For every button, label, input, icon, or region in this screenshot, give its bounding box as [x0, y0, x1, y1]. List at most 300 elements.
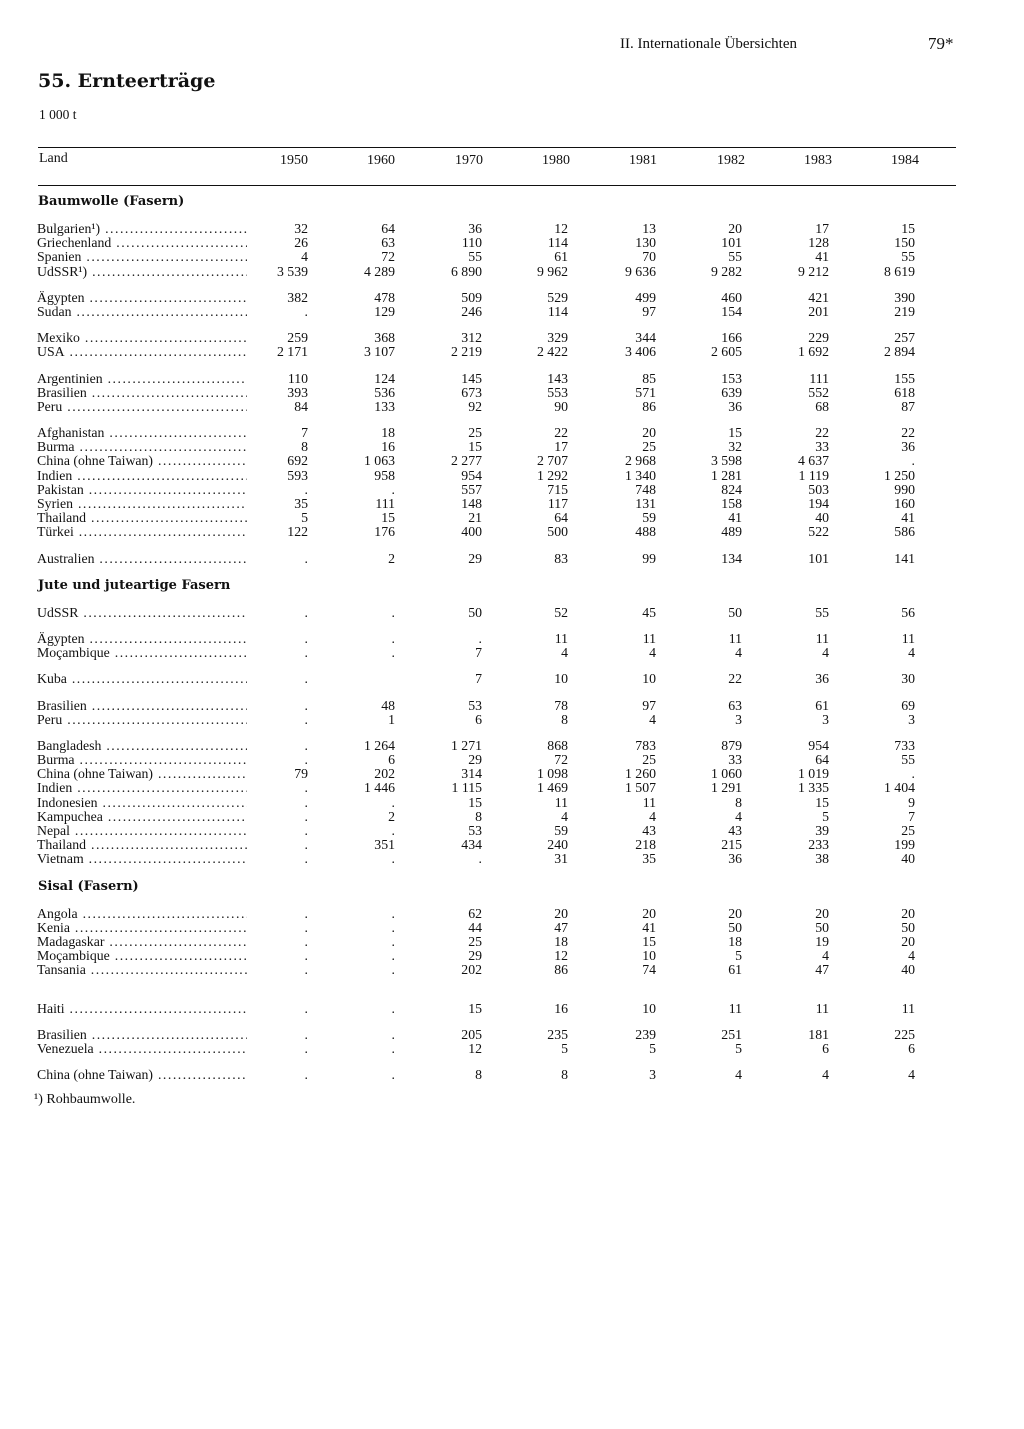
country-name: Thailand ..... — [37, 511, 247, 525]
value-cell: 72 — [554, 752, 568, 768]
value-cell: 25 — [901, 823, 915, 838]
value-cell: 59 — [642, 510, 656, 526]
value-cell: 145 — [461, 370, 482, 386]
value-cell: . — [911, 453, 915, 469]
value-cell: 74 — [642, 962, 656, 978]
value-cell: 4 — [908, 1067, 915, 1083]
value-cell: 618 — [894, 384, 915, 400]
value-cell: 35 — [294, 496, 308, 511]
value-cell: . — [304, 645, 308, 661]
section-heading: Sisal (Fasern) — [38, 878, 139, 894]
country-name: Australien ..... — [37, 552, 247, 566]
value-cell: 31 — [554, 851, 568, 867]
value-cell: 715 — [547, 481, 568, 497]
value-cell: 148 — [461, 496, 482, 511]
value-cell: 150 — [894, 235, 915, 251]
value-cell: . — [391, 962, 395, 978]
section-spacer — [0, 867, 1024, 877]
value-cell: . — [304, 1040, 308, 1056]
value-cell: 552 — [808, 384, 829, 400]
value-cell: 50 — [468, 604, 482, 620]
table-row — [0, 963, 1024, 977]
value-cell: 499 — [635, 289, 656, 305]
value-cell: 5 — [649, 1040, 656, 1056]
value-cell: 7 — [908, 808, 915, 824]
group-gap — [0, 660, 1024, 672]
value-cell: 78 — [554, 697, 568, 713]
value-cell: 63 — [381, 235, 395, 251]
table-row — [0, 699, 1024, 713]
value-cell: 25 — [468, 933, 482, 949]
value-cell: 1 335 — [797, 780, 829, 796]
country-name: Brasilien ..... — [37, 1028, 247, 1042]
value-cell: . — [304, 752, 308, 768]
value-cell: 11 — [728, 1000, 742, 1016]
value-cell: 40 — [901, 962, 915, 978]
value-cell: . — [391, 948, 395, 964]
value-cell: 15 — [468, 794, 482, 810]
value-cell: 12 — [554, 948, 568, 964]
table-row — [0, 291, 1024, 305]
value-cell: 571 — [635, 384, 656, 400]
table-row — [0, 469, 1024, 483]
value-cell: 503 — [808, 481, 829, 497]
value-cell: 26 — [294, 235, 308, 251]
value-cell: 48 — [381, 697, 395, 713]
value-cell: 1 692 — [797, 344, 829, 360]
country-name: USA ..... — [37, 345, 247, 359]
value-cell: 22 — [728, 671, 742, 687]
value-cell: 15 — [901, 221, 915, 236]
country-name: Burma ..... — [37, 753, 247, 767]
value-cell: 783 — [635, 737, 656, 753]
country-name: UdSSR¹) ..... — [37, 265, 247, 279]
value-cell: . — [304, 1026, 308, 1042]
table-row — [0, 1002, 1024, 1016]
value-cell: 3 — [649, 1067, 656, 1083]
value-cell: 500 — [547, 524, 568, 540]
value-cell: 488 — [635, 524, 656, 540]
value-cell: 2 968 — [624, 453, 656, 469]
table-title: 55. Ernteerträge — [38, 70, 216, 92]
country-name: Sudan ..... — [37, 305, 247, 319]
table-row — [0, 672, 1024, 686]
value-cell: 97 — [642, 303, 656, 319]
value-cell: 954 — [808, 737, 829, 753]
group-gap — [0, 279, 1024, 291]
value-cell: 201 — [808, 303, 829, 319]
value-cell: 41 — [815, 249, 829, 265]
value-cell: 15 — [381, 510, 395, 526]
value-cell: 72 — [381, 249, 395, 265]
value-cell: 368 — [374, 330, 395, 346]
value-cell: . — [304, 933, 308, 949]
column-header-year: 1950 — [280, 153, 308, 168]
value-cell: 33 — [815, 439, 829, 455]
value-cell: 7 — [475, 671, 482, 687]
country-name: Kenia ..... — [37, 921, 247, 935]
value-cell: 64 — [381, 221, 395, 236]
value-cell: 92 — [468, 398, 482, 414]
value-cell: 52 — [554, 604, 568, 620]
value-cell: 181 — [808, 1026, 829, 1042]
value-cell: 257 — [894, 330, 915, 346]
value-cell: . — [304, 671, 308, 687]
table-row — [0, 525, 1024, 539]
group-gap — [0, 1016, 1024, 1028]
value-cell: . — [391, 1000, 395, 1016]
value-cell: 1 469 — [536, 780, 568, 796]
country-name: Burma ..... — [37, 440, 247, 454]
value-cell: 64 — [815, 752, 829, 768]
value-cell: 251 — [721, 1026, 742, 1042]
value-cell: 114 — [547, 235, 568, 251]
value-cell: 246 — [461, 303, 482, 319]
value-cell: 47 — [815, 962, 829, 978]
value-cell: 879 — [721, 737, 742, 753]
column-header-year: 1981 — [629, 153, 657, 168]
table-row — [0, 331, 1024, 345]
value-cell: 3 539 — [276, 263, 308, 279]
value-cell: 50 — [815, 919, 829, 935]
value-cell: 9 962 — [536, 263, 568, 279]
value-cell: 233 — [808, 837, 829, 853]
value-cell: 1 404 — [883, 780, 915, 796]
value-cell: 8 — [561, 1067, 568, 1083]
value-cell: . — [304, 823, 308, 838]
value-cell: 29 — [468, 948, 482, 964]
country-name: Bangladesh ..... — [37, 739, 247, 753]
value-cell: 11 — [642, 630, 656, 646]
value-cell: 122 — [287, 524, 308, 540]
value-cell: 529 — [547, 289, 568, 305]
value-cell: 99 — [642, 550, 656, 566]
footnote: ¹) Rohbaumwolle. — [34, 1092, 136, 1108]
section-heading: Jute und juteartige Fasern — [38, 577, 231, 593]
value-cell: 489 — [721, 524, 742, 540]
value-cell: 202 — [461, 962, 482, 978]
value-cell: 8 — [475, 1067, 482, 1083]
value-cell: 6 — [908, 1040, 915, 1056]
value-cell: 117 — [547, 496, 568, 511]
section-spacer — [0, 566, 1024, 576]
value-cell: 1 264 — [363, 737, 395, 753]
table-row — [0, 767, 1024, 781]
value-cell: . — [391, 933, 395, 949]
value-cell: 50 — [901, 919, 915, 935]
value-cell: 20 — [642, 905, 656, 921]
value-cell: 155 — [894, 370, 915, 386]
value-cell: 18 — [554, 933, 568, 949]
value-cell: 101 — [721, 235, 742, 251]
column-header-year: 1984 — [891, 153, 919, 168]
value-cell: 692 — [287, 453, 308, 469]
country-name: Brasilien ..... — [37, 699, 247, 713]
table-row — [0, 810, 1024, 824]
value-cell: 194 — [808, 496, 829, 511]
country-name: Nepal ..... — [37, 824, 247, 838]
table-row — [0, 1028, 1024, 1042]
value-cell: 30 — [901, 671, 915, 687]
table-row — [0, 1068, 1024, 1082]
value-cell: 4 — [822, 1067, 829, 1083]
column-header-year: 1980 — [542, 153, 570, 168]
value-cell: 20 — [554, 905, 568, 921]
table-body — [0, 192, 1024, 1108]
value-cell: . — [304, 808, 308, 824]
value-cell: 12 — [468, 1040, 482, 1056]
value-cell: 20 — [728, 221, 742, 236]
value-cell: 25 — [642, 439, 656, 455]
value-cell: 478 — [374, 289, 395, 305]
value-cell: 5 — [822, 808, 829, 824]
value-cell: . — [391, 604, 395, 620]
value-cell: 4 — [649, 808, 656, 824]
value-cell: 215 — [721, 837, 742, 853]
table-row — [0, 372, 1024, 386]
table-row — [0, 824, 1024, 838]
value-cell: 11 — [728, 630, 742, 646]
value-cell: 153 — [721, 370, 742, 386]
value-cell: 15 — [468, 439, 482, 455]
country-name: Pakistan ..... — [37, 483, 247, 497]
value-cell: 4 — [561, 645, 568, 661]
value-cell: 86 — [642, 398, 656, 414]
value-cell: 45 — [642, 604, 656, 620]
value-cell: 1 271 — [450, 737, 482, 753]
value-cell: 15 — [815, 794, 829, 810]
value-cell: 114 — [547, 303, 568, 319]
value-cell: 110 — [287, 370, 308, 386]
value-cell: 22 — [554, 425, 568, 441]
value-cell: 29 — [468, 752, 482, 768]
value-cell: 15 — [642, 933, 656, 949]
value-cell: 17 — [815, 221, 829, 236]
value-cell: 5 — [735, 1040, 742, 1056]
table-row — [0, 386, 1024, 400]
value-cell: 1 507 — [624, 780, 656, 796]
unit-label: 1 000 t — [39, 107, 77, 122]
table-top-rule — [38, 147, 956, 148]
value-cell: 344 — [635, 330, 656, 346]
group-gap — [0, 727, 1024, 739]
value-cell: . — [391, 1026, 395, 1042]
value-cell: . — [391, 1040, 395, 1056]
value-cell: 133 — [374, 398, 395, 414]
value-cell: 10 — [554, 671, 568, 687]
value-cell: . — [391, 630, 395, 646]
country-name: Ägypten ..... — [37, 632, 247, 646]
table-row — [0, 739, 1024, 753]
value-cell: . — [304, 905, 308, 921]
value-cell: 36 — [728, 851, 742, 867]
value-cell: 259 — [287, 330, 308, 346]
value-cell: 4 — [649, 711, 656, 727]
country-name: Venezuela ..... — [37, 1042, 247, 1056]
value-cell: 53 — [468, 823, 482, 838]
value-cell: . — [911, 766, 915, 782]
value-cell: 990 — [894, 481, 915, 497]
value-cell: 61 — [554, 249, 568, 265]
country-name: Ägypten ..... — [37, 291, 247, 305]
value-cell: 639 — [721, 384, 742, 400]
value-cell: 25 — [468, 425, 482, 441]
value-cell: 9 — [908, 794, 915, 810]
value-cell: . — [304, 737, 308, 753]
value-cell: 1 060 — [710, 766, 742, 782]
value-cell: 32 — [728, 439, 742, 455]
value-cell: 62 — [468, 905, 482, 921]
value-cell: 32 — [294, 221, 308, 236]
value-cell: 954 — [461, 467, 482, 483]
value-cell: 1 119 — [798, 467, 829, 483]
value-cell: 20 — [815, 905, 829, 921]
value-cell: 593 — [287, 467, 308, 483]
country-name: Türkei ..... — [37, 525, 247, 539]
value-cell: 55 — [728, 249, 742, 265]
column-header-year: 1982 — [717, 153, 745, 168]
value-cell: 958 — [374, 467, 395, 483]
value-cell: 134 — [721, 550, 742, 566]
value-cell: . — [391, 851, 395, 867]
value-cell: 351 — [374, 837, 395, 853]
value-cell: . — [391, 794, 395, 810]
value-cell: 21 — [468, 510, 482, 526]
table-row — [0, 907, 1024, 921]
value-cell: 8 — [301, 439, 308, 455]
value-cell: 6 — [822, 1040, 829, 1056]
value-cell: . — [304, 630, 308, 646]
value-cell: 7 — [301, 425, 308, 441]
value-cell: . — [304, 711, 308, 727]
value-cell: 2 — [388, 808, 395, 824]
table-row — [0, 781, 1024, 795]
value-cell: 4 — [908, 948, 915, 964]
table-row — [0, 400, 1024, 414]
value-cell: 111 — [375, 496, 395, 511]
value-cell: 235 — [547, 1026, 568, 1042]
value-cell: . — [478, 630, 482, 646]
value-cell: 553 — [547, 384, 568, 400]
value-cell: 824 — [721, 481, 742, 497]
value-cell: 35 — [642, 851, 656, 867]
value-cell: 4 289 — [363, 263, 395, 279]
table-row — [0, 632, 1024, 646]
value-cell: 43 — [728, 823, 742, 838]
value-cell: 20 — [728, 905, 742, 921]
value-cell: 22 — [901, 425, 915, 441]
value-cell: 3 598 — [710, 453, 742, 469]
value-cell: 2 605 — [710, 344, 742, 360]
table-row — [0, 250, 1024, 264]
table-row — [0, 483, 1024, 497]
value-cell: 85 — [642, 370, 656, 386]
value-cell: 329 — [547, 330, 568, 346]
value-cell: 8 — [475, 808, 482, 824]
value-cell: 9 212 — [797, 263, 829, 279]
value-cell: 50 — [728, 604, 742, 620]
country-name: Tansania ..... — [37, 963, 247, 977]
value-cell: 63 — [728, 697, 742, 713]
country-name: Griechenland ..... — [37, 236, 247, 250]
country-name: Madagaskar ..... — [37, 935, 247, 949]
column-header-year: 1970 — [455, 153, 483, 168]
value-cell: 2 894 — [883, 344, 915, 360]
country-name: Thailand ..... — [37, 838, 247, 852]
value-cell: 87 — [901, 398, 915, 414]
value-cell: . — [391, 905, 395, 921]
value-cell: 6 — [388, 752, 395, 768]
group-gap — [0, 687, 1024, 699]
value-cell: 101 — [808, 550, 829, 566]
value-cell: 1 281 — [710, 467, 742, 483]
value-cell: 36 — [901, 439, 915, 455]
value-cell: 20 — [901, 933, 915, 949]
country-name: Mexiko ..... — [37, 331, 247, 345]
value-cell: 8 — [561, 711, 568, 727]
value-cell: 79 — [294, 766, 308, 782]
table-row — [0, 454, 1024, 468]
value-cell: 509 — [461, 289, 482, 305]
table-row — [0, 606, 1024, 620]
value-cell: 218 — [635, 837, 656, 853]
value-cell: 25 — [642, 752, 656, 768]
value-cell: 3 — [908, 711, 915, 727]
table-row — [0, 440, 1024, 454]
group-gap — [0, 540, 1024, 552]
value-cell: 2 277 — [450, 453, 482, 469]
value-cell: 141 — [894, 550, 915, 566]
value-cell: 382 — [287, 289, 308, 305]
value-cell: 3 — [735, 711, 742, 727]
value-cell: 205 — [461, 1026, 482, 1042]
value-cell: 11 — [554, 630, 568, 646]
country-name: Indien ..... — [37, 781, 247, 795]
value-cell: 2 171 — [276, 344, 308, 360]
country-name: Peru ..... — [37, 713, 247, 727]
value-cell: 36 — [468, 221, 482, 236]
table-row — [0, 949, 1024, 963]
value-cell: 47 — [554, 919, 568, 935]
country-name: Indien ..... — [37, 469, 247, 483]
value-cell: 5 — [735, 948, 742, 964]
country-name: Kampuchea ..... — [37, 810, 247, 824]
value-cell: 90 — [554, 398, 568, 414]
value-cell: 129 — [374, 303, 395, 319]
value-cell: 6 — [475, 711, 482, 727]
country-name: UdSSR ..... — [37, 606, 247, 620]
value-cell: 43 — [642, 823, 656, 838]
column-header-year: 1983 — [804, 153, 832, 168]
value-cell: 421 — [808, 289, 829, 305]
value-cell: 160 — [894, 496, 915, 511]
value-cell: 2 422 — [536, 344, 568, 360]
running-head: II. Internationale Übersichten — [620, 36, 798, 52]
value-cell: 10 — [642, 1000, 656, 1016]
value-cell: . — [304, 948, 308, 964]
value-cell: 557 — [461, 481, 482, 497]
value-cell: 1 260 — [624, 766, 656, 782]
table-row — [0, 852, 1024, 866]
value-cell: 44 — [468, 919, 482, 935]
value-cell: 460 — [721, 289, 742, 305]
value-cell: 33 — [728, 752, 742, 768]
value-cell: 15 — [468, 1000, 482, 1016]
table-row — [0, 935, 1024, 949]
value-cell: 29 — [468, 550, 482, 566]
value-cell: 11 — [815, 630, 829, 646]
group-gap — [0, 360, 1024, 372]
